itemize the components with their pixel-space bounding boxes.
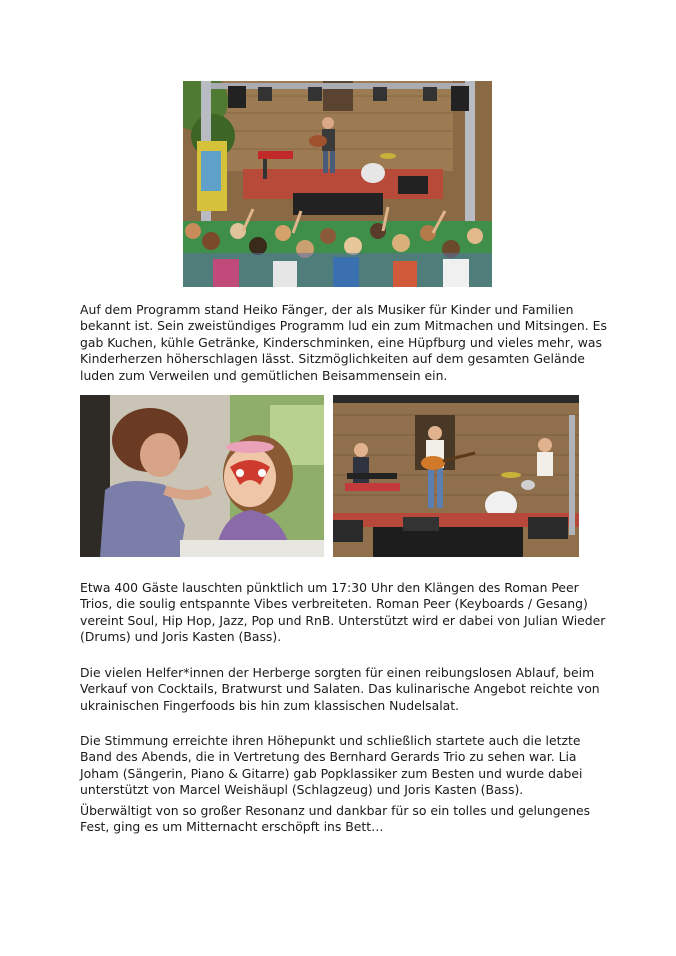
face-painting-photo	[80, 395, 324, 557]
paragraph-closing: Überwältigt von so großer Resonanz und dankbar für so ein tolles und gelungenes Fest, ging es um Mitternacht erschöpft ins Bett…	[80, 803, 591, 835]
band-performance-photo	[333, 395, 579, 557]
stage-scene	[183, 81, 492, 287]
paragraph-program: Auf dem Programm stand Heiko Fänger, der als Musiker für Kinder und Familien bekannt ist. Sein zweistündiges Programm lud ein zum Mitmachen und Mitsingen. Es gab Kuchen, kühle Getränke, Kinderschminken, eine Hüpfburg und vieles mehr, was Kinderherzen höherschlagen lässt. Sitzmöglichkeiten auf dem gesamten Gelände luden zum Verweilen und gemütlichen Beisammensein ein.	[80, 302, 607, 383]
face-painting-scene	[80, 395, 324, 557]
paragraph-helpers: Die vielen Helfer*innen der Herberge sorgten für einen reibungslosen Ablauf, beim Verkauf von Cocktails, Bratwurst und Salaten. Das kulinarische Angebot reichte von ukrainischen Fingerfoods bis hin zum klassischen Nudelsalat.	[80, 665, 600, 713]
concert-stage-photo	[183, 81, 492, 287]
paragraph-last-band: Die Stimmung erreichte ihren Höhepunkt und schließlich startete auch die letzte Band des Abends, die in Vertretung des Bernhard Gerards Trio zu sehen war. Lia Joham (Sängerin, Piano & Gitarre) gab Popklassiker zum Besten und wurde dabei unterstützt von Marcel Weishäupl (Schlagzeug) und Joris Kasten (Bass).	[80, 733, 583, 798]
band-scene	[333, 395, 579, 557]
paragraph-roman-peer-trio: Etwa 400 Gäste lauschten pünktlich um 17:30 Uhr den Klängen des Roman Peer Trios, die soulig entspannte Vibes verbreiteten. Roman Peer (Keyboards / Gesang) vereint Soul, Hip Hop, Jazz, Pop und RnB. Unterstützt wird er dabei von Julian Wieder (Drums) und Joris Kasten (Bass).	[80, 580, 606, 645]
